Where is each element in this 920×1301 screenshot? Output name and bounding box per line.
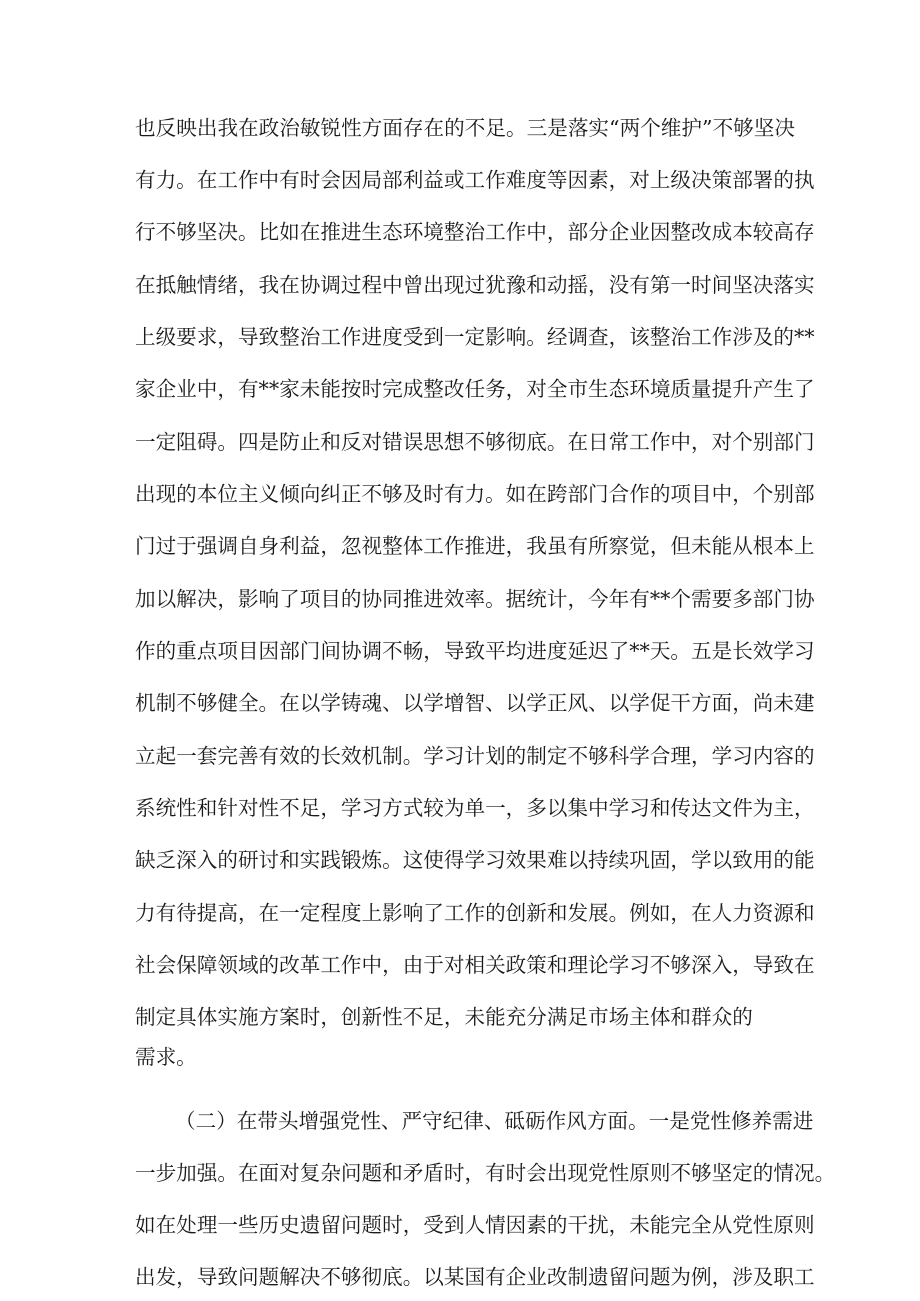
text-line: 制定具体实施方案时，创新性不足，未能充分满足市场主体和群众的 [135,1005,753,1029]
text-line: 机制不够健全。在以学铸魂、以学增智、以学正风、以学促干方面，尚未建 [135,691,815,715]
text-line: 力有待提高，在一定程度上影响了工作的创新和发展。例如，在人力资源和 [135,901,815,925]
text-line: 出现的本位主义倾向纠正不够及时有力。如在跨部门合作的项目中，个别部 [135,482,815,506]
text-line: 立起一套完善有效的长效机制。学习计划的制定不够科学合理，学习内容的 [135,744,815,768]
text-line: 作的重点项目因部门间协调不畅，导致平均进度延迟了**天。五是长效学习 [135,639,815,663]
text-line: 也反映出我在政治敏锐性方面存在的不足。三是落实“两个维护”不够坚决 [135,116,795,140]
text-line: 系统性和针对性不足，学习方式较为单一，多以集中学习和传达文件为主， [135,796,815,820]
text-line: 门过于强调自身利益，忽视整体工作推进，我虽有所察觉，但未能从根本上 [135,534,815,558]
text-line: 家企业中，有**家未能按时完成整改任务，对全市生态环境质量提升产生了 [135,377,815,401]
paragraph-heading: （二）在带头增强党性、严守纪律、砥砺作风方面。一是党性修养需进 [175,1109,814,1133]
text-line: 一步加强。在面对复杂问题和矛盾时，有时会出现党性原则不够坚定的情况。 [135,1161,836,1185]
text-line: 缺乏深入的研讨和实践锻炼。这使得学习效果难以持续巩固，学以致用的能 [135,848,815,872]
text-line: 需求。 [135,1045,197,1069]
text-line: 出发，导致问题解决不够彻底。以某国有企业改制遗留问题为例，涉及职工 [135,1265,815,1289]
text-line: 在抵触情绪，我在协调过程中曾出现过犹豫和动摇，没有第一时间坚决落实 [135,273,815,297]
text-line: 社会保障领域的改革工作中，由于对相关政策和理论学习不够深入，导致在 [135,953,815,977]
text-line: 加以解决，影响了项目的协同推进效率。据统计，今年有**个需要多部门协 [135,587,815,611]
text-line: 一定阻碍。四是防止和反对错误思想不够彻底。在日常工作中，对个别部门 [135,430,815,454]
text-line: 有力。在工作中有时会因局部利益或工作难度等因素，对上级决策部署的执 [135,168,815,192]
text-line: 行不够坚决。比如在推进生态环境整治工作中，部分企业因整改成本较高存 [135,220,815,244]
text-line: 如在处理一些历史遗留问题时，受到人情因素的干扰，未能完全从党性原则 [135,1213,815,1237]
text-line: 上级要求，导致整治工作进度受到一定影响。经调查，该整治工作涉及的** [135,325,815,349]
